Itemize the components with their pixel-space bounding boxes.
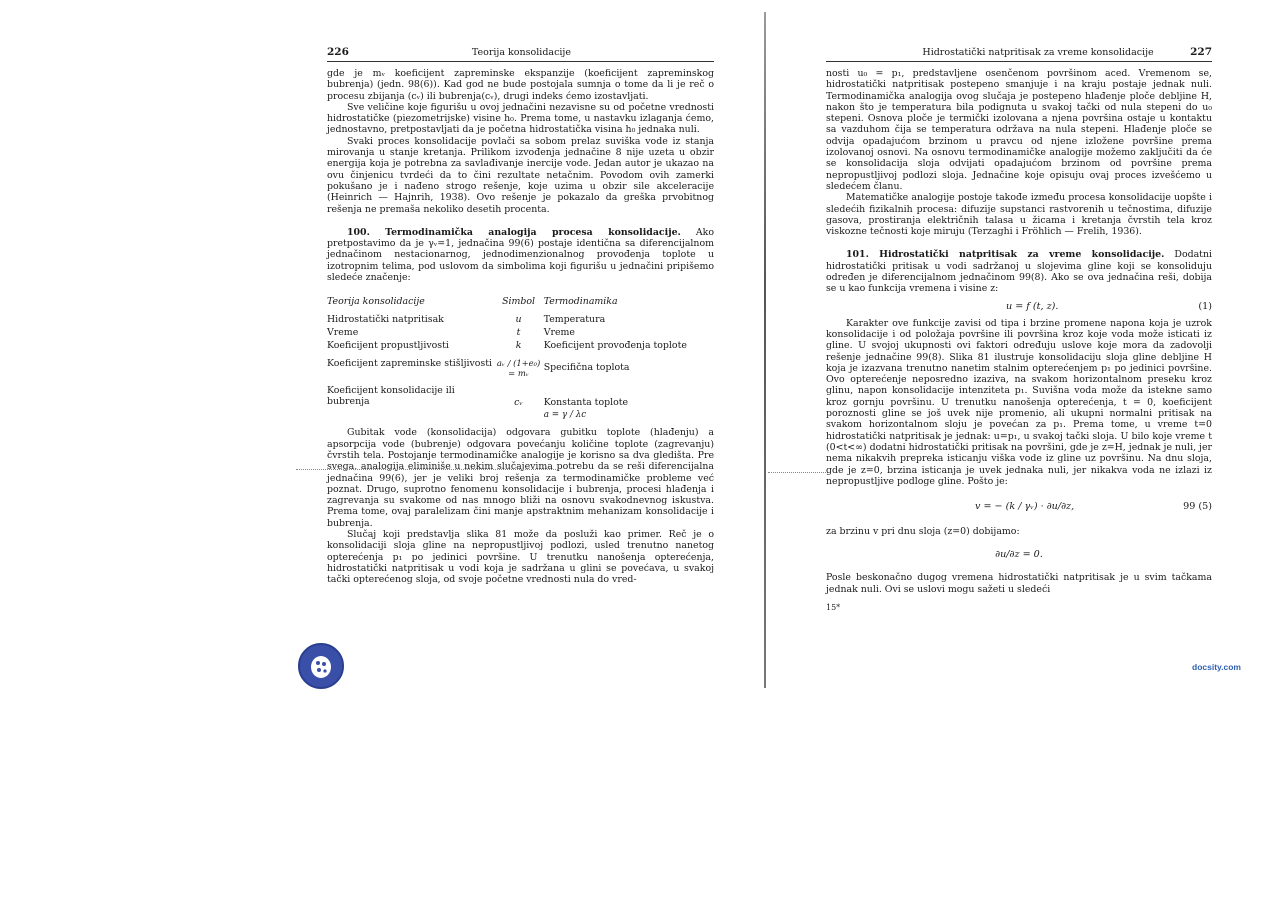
docsity-brand-link[interactable]: docsity.com xyxy=(1192,662,1241,672)
table-cell: Vreme xyxy=(327,327,359,339)
analogy-table xyxy=(327,295,714,421)
hand-logo-icon xyxy=(307,652,335,680)
right-paragraph-5: Posle beskonačno dugog vremena hidrostatički natpritisak je u svim tačkama jednak nuli. Ovi se uslovi mogu sažeti u sledeći xyxy=(826,572,1212,595)
table-cell: Koeficijent propustljivosti xyxy=(327,340,449,352)
table-cell: aᵥ / (1+e₀) = mᵥ xyxy=(496,358,541,379)
right-page-number: 227 xyxy=(1190,46,1212,58)
right-paragraph-3: Karakter ove funkcije zavisi od tipa i brzine promene napona koja je uzrok konsolidacije i od položaja površine ili površina kroz koje voda može isticati iz gline. U svojoj ukupnosti ovi faktori određuju uslove koje mora da zadovolji rešenje jednačine 99(8). Slika 81 ilustruje konsolidaciju sloja gline debljine H koja je izazvana trenutno nanetim stalnim opterećenjem p₁ po jedinici površine. Ovo opterećenje neposredno izaziva, na svakom horizontalnom preseku kroz glinu, napon konsolidacije intenziteta p₁. Suvišna voda može da istekne samo kroz gornju površinu. U trenutku nanošenja opterećenja, t = 0, koeficijent poroznosti gline se još uvek nije promenio, ali ukupni normalni pritisak na svakom horizontalnom sloju je povećan za p₁. Prema tome, u vreme t=0 hidrostatički natpritisak je jednak: u=p₁, u svakoj tački sloja. U bilo koje vreme t (0<t<∞) dodatni hidrostatički pritisak na površini, gde je z=H, jednak je nuli, jer nema nikakvih prepreka isticanju viška vode iz gline uz površinu. Na dnu sloja, gde je z=0, brzina isticanja je uvek jednaka nuli, jer nikakva voda ne izlazi iz nepropustljive podloge gline. Pošto je: xyxy=(826,317,1212,487)
section-100-text: Ako pretpostavimo da je γᵥ=1, jednačina 99(6) postaje identična sa diferencijalnom jednačinom nestacionarnog, jednodimenzionalnog provođenja toplote u izotropnim telima, pod uslovom da simbolima koji figurišu u jednačini pripišemo sledeće značenje: xyxy=(327,226,714,284)
table-cell: Koeficijent konsolidacije ili bubrenja xyxy=(327,385,455,408)
table-header-row xyxy=(327,295,714,313)
table-row xyxy=(327,339,714,352)
right-page-header xyxy=(826,46,1212,62)
table-header-cell: Termodinamika xyxy=(543,296,618,308)
left-paragraph-4: Gubitak vode (konsolidacija) odgovara gubitku toplote (hlađenju) a apsorpcija vode (bubrenje) odgovara povećanju količine toplote (zagrevanju) čvrstih tela. Postojanje termodinamičke analogije je korisno sa dva gledišta. Pre svega, analogija eliminiše u nekim slučajevima potrebu da se reši diferencijalna jednačina 99(6), jer je veliki broj rešenja za termodinamičke probleme već poznat. Drugo, suprotno fenomenu konsolidacije i bubrenja, procesi hlađenja i zagrevanja su svakome od nas mnogo bliži na osnovu svakodnevnog iskustva. Prema tome, ovaj paralelizam čini manje apstraktnim mehanizam konsolidacije i bubrenja. xyxy=(327,427,714,529)
table-header-cell: Teorija konsolidacije xyxy=(327,296,425,308)
table-cell: Koeficijent provođenja toplote xyxy=(543,340,687,352)
right-paragraph-2: Matematičke analogije postoje takođe između procesa konsolidacije uopšte i sledećih fizikalnih procesa: difuzije supstanci rastvorenih u tečnostima, difuzije gasova, prostiranja električnih talasa u žicama i kretanja čvrstih tela kroz viskozne tečnosti koje miruju (Terzaghi i Fröhlich — Frelih, 1936). xyxy=(826,192,1212,238)
table-cell: t xyxy=(516,327,521,339)
left-page-header xyxy=(327,46,714,62)
table-row xyxy=(327,352,714,379)
left-page xyxy=(327,38,714,586)
table-cell: u xyxy=(515,314,522,326)
equation-2-formula: v = − (k / γᵥ) · ∂u/∂z, xyxy=(974,501,1075,513)
equation-3 xyxy=(826,549,1212,560)
table-cell: Hidrostatički natpritisak xyxy=(327,314,444,326)
left-paragraph-3: Svaki proces konsolidacije povlači sa sobom prelaz suviška vode iz stanja mirovanja u stanje kretanja. Prilikom izvođenja jednačine 8 nije uzeta u obzir energija koja je potrebna za savlađivanje inercije vode. Jedan autor je ukazao na ovu činjenicu tvrdeći da to čini rezultate netačnim. Povodom ovih zamerki pokušano je i nađeno strogo rešenje, koje uzima u obzir sile akceleracije (Heinrich — Hajnrih, 1938). Ovo rešenje je pokazalo da greška prvobitnog rešenja ne premaša nekoliko desetih procenta. xyxy=(327,135,714,215)
table-cell: k xyxy=(515,340,522,352)
table-cell: Koeficijent zapreminske stišljivosti xyxy=(327,358,493,370)
equation-1-number: (1) xyxy=(1198,300,1212,312)
table-cell: Vreme xyxy=(543,327,575,339)
scan-dotted-line xyxy=(296,469,558,470)
table-cell: Specifična toplota xyxy=(543,362,630,374)
table-cell: Konstanta toplote xyxy=(543,397,629,409)
left-paragraph-2: Sve veličine koje figurišu u ovoj jednačini nezavisne su od početne vrednosti hidrostatičke (piezometrijske) visine h₀. Prema tome, u nastavku izlaganja ćemo, jednostavno, pretpostavljati da je početna hidrostatička visina h₀ jednaka nuli. xyxy=(327,101,714,136)
table-header-cell: Simbol xyxy=(502,296,536,308)
equation-2-number: 99 (5) xyxy=(1183,501,1212,513)
section-100 xyxy=(327,227,714,283)
table-row xyxy=(327,326,714,339)
section-101 xyxy=(826,249,1212,294)
section-101-text: Dodatni hidrostatički pritisak u vodi sadržanoj u slojevima gline koji se konsoliduju određen je diferencijalnom jednačinom 99(8). Ako se ova jednačina reši, dobija se u kao funkcija vremena i visine z: xyxy=(826,249,1212,295)
signature-mark: 15* xyxy=(826,602,841,612)
equation-1 xyxy=(826,301,1212,312)
right-page xyxy=(826,38,1212,612)
scan-dotted-line xyxy=(768,472,828,473)
book-gutter xyxy=(764,12,766,688)
right-paragraph-1: nosti u₀ = p₁, predstavljene osenčenom površinom aced. Vremenom se, hidrostatički natpritisak postepeno smanjuje i na kraju postaje jednak nuli. Termodinamička analogija ovog slučaja je postepeno hlađenje ploče debljine H, nakon što je temperatura bila podignuta u svakoj tački od nula stepeni do u₀ stepeni. Osnova ploče je termički izolovana a njena površina ostaje u kontaktu sa vazduhom čija se temperatura održava na nula stepeni. Hlađenje ploče se odvija opadajućom brzinom u pravcu od njene izložene površine prema izolovanoj osnovi. Na osnovu termodinamičke analogije možemo zaključiti da će se konsolidacija sloja odvijati opadajućom brzinom od površine prema nepropustljivoj podlozi sloja. Jednačine koje opisuju ovaj proces izvešćemo u sledećem članu. xyxy=(826,68,1212,192)
left-paragraph-1: gde je mᵥ koeficijent zapreminske ekspanzije (koeficijent zapreminskog bubrenja) (jedn. 98(6)). Kad god ne bude postojala sumnja o tome da li je reč o procesu zbijanja (cᵥ) ili bubrenja(cᵥ), drugi indeks ćemo izostavljati. xyxy=(327,68,714,102)
left-page-number: 226 xyxy=(327,46,349,58)
table-formula: a = γ / λc xyxy=(543,410,587,421)
equation-2 xyxy=(826,501,1212,512)
right-running-title: Hidrostatički natpritisak za vreme konsolidacije xyxy=(922,47,1154,58)
table-row xyxy=(327,313,714,326)
table-cell: Temperatura xyxy=(543,314,606,326)
equation-1-formula: u = f (t, z). xyxy=(1005,300,1059,312)
section-101-title: 101. Hidrostatički natpritisak za vreme konsolidacije. xyxy=(846,249,1165,261)
left-running-title: Teorija konsolidacije xyxy=(471,47,571,58)
left-paragraph-5: Slučaj koji predstavlja slika 81 može da posluži kao primer. Reč je o konsolidaciji sloja gline na nepropustljivoj podlozi, usled trenutno nanetog opterećenja p₁ po jedinici površine. U trenutku nanošenja opterećenja, hidrostatički natpritisak u vodi koja je sadržana u glini se povećava, u svakoj tački opterećenog sloja, od svoje početne vrednosti nula do vred- xyxy=(327,529,714,586)
table-cell: cᵥ xyxy=(514,397,523,409)
equation-3-formula: ∂u/∂z = 0. xyxy=(995,549,1043,561)
docsity-stamp-logo xyxy=(298,643,344,689)
section-100-title: 100. Termodinamička analogija procesa konsolidacije. xyxy=(347,226,681,238)
table-row xyxy=(327,379,714,409)
right-paragraph-4: za brzinu v pri dnu sloja (z=0) dobijamo: xyxy=(826,526,1020,538)
table-row xyxy=(327,409,714,421)
